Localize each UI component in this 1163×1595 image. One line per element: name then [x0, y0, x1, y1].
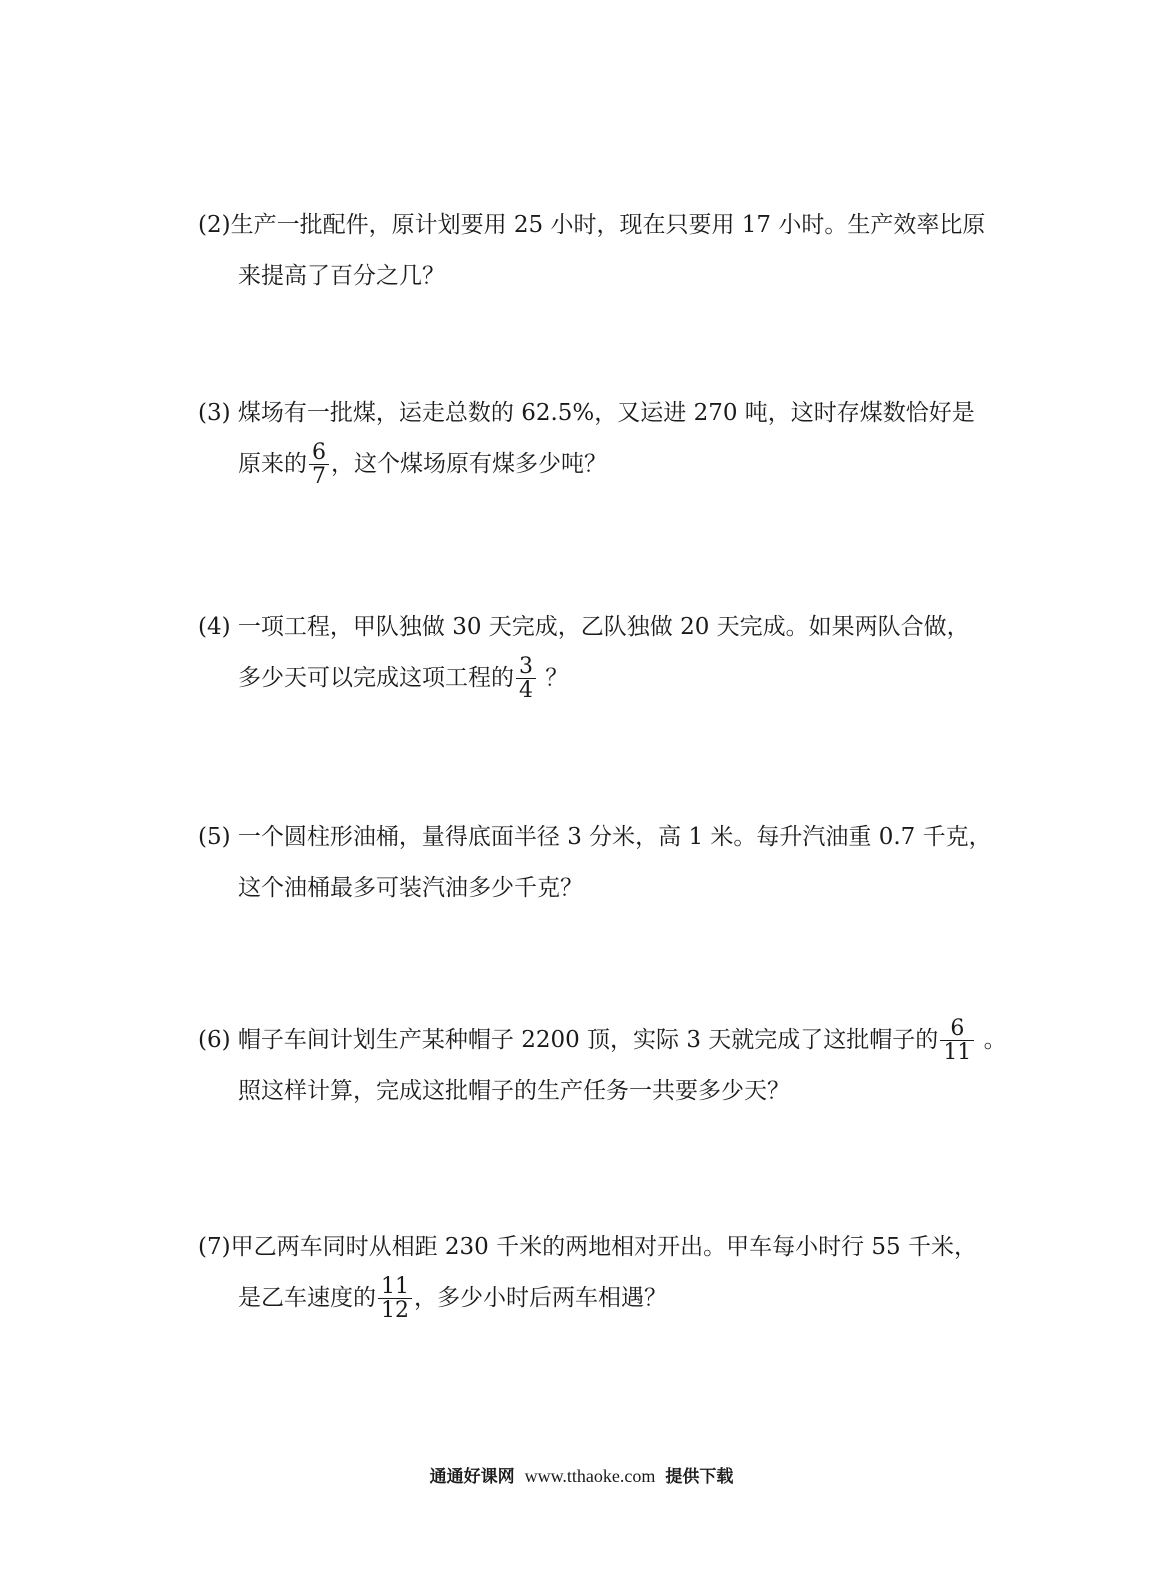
problem-5: [198, 812, 1028, 914]
problem-3-line-1: (3) 煤场有一批煤，运走总数的 62.5%，又运进 270 吨，这时存煤数恰好是: [198, 400, 975, 426]
problem-7: [198, 1222, 1028, 1324]
problem-6: [198, 1015, 1028, 1117]
fraction-6-11: [940, 1017, 974, 1064]
fraction-numerator: 6: [309, 441, 329, 465]
problem-4-line-1: (4) 一项工程，甲队独做 30 天完成，乙队独做 20 天完成。如果两队合做，: [198, 614, 970, 640]
problem-4-line-2: [198, 653, 1028, 704]
problem-3-text-after-fraction: ，这个煤场原有煤多少吨？: [331, 451, 607, 477]
problem-4-text-after-fraction: ？: [538, 665, 569, 691]
page-footer: [0, 1462, 1163, 1487]
fraction-denominator: 4: [519, 677, 533, 703]
fraction-3-4: [516, 655, 536, 702]
problem-2-line-1: (2)生产一批配件，原计划要用 25 小时，现在只要用 17 小时。生产效率比原: [198, 212, 986, 238]
problem-2-line-2: 来提高了百分之几？: [238, 263, 445, 289]
problem-7-text-after-fraction: ，多少小时后两车相遇？: [414, 1285, 667, 1311]
fraction-6-7: [309, 441, 329, 488]
problem-4-text-before-fraction: 多少天可以完成这项工程的: [238, 665, 514, 691]
fraction-numerator: 3: [516, 655, 536, 679]
problem-7-text-before-fraction: 是乙车速度的: [238, 1285, 376, 1311]
fraction-11-12: [378, 1275, 412, 1322]
problem-3: [198, 388, 1028, 490]
problem-7-line-2: [198, 1273, 1028, 1324]
fraction-numerator: 6: [940, 1017, 974, 1041]
problem-4: [198, 602, 1028, 704]
problem-6-text-before-fraction: (6) 帽子车间计划生产某种帽子 2200 顶，实际 3 天就完成了这批帽子的: [198, 1027, 939, 1053]
fraction-denominator: 12: [381, 1297, 409, 1323]
problem-5-line-1: (5) 一个圆柱形油桶，量得底面半径 3 分米，高 1 米。每升汽油重 0.7 千克，: [198, 824, 992, 850]
problem-6-line-2: 照这样计算，完成这批帽子的生产任务一共要多少天？: [238, 1078, 790, 1104]
footer-url-link[interactable]: www.tthaoke.com: [524, 1466, 656, 1486]
fraction-denominator: 11: [943, 1039, 972, 1065]
footer-suffix: 提供下载: [665, 1467, 734, 1487]
footer-site-name: 通通好课网: [429, 1467, 515, 1487]
fraction-denominator: 7: [312, 463, 326, 489]
problem-7-line-1: (7)甲乙两车同时从相距 230 千米的两地相对开出。甲车每小时行 55 千米，: [198, 1234, 977, 1260]
problem-5-line-2: 这个油桶最多可装汽油多少千克？: [238, 875, 583, 901]
fraction-numerator: 11: [378, 1275, 412, 1299]
problem-3-line-2: [198, 439, 1028, 490]
problem-3-text-before-fraction: 原来的: [238, 451, 307, 477]
problem-2: [198, 200, 1028, 302]
problem-6-line-1: [198, 1015, 1028, 1066]
problem-6-text-after-fraction: 。: [976, 1027, 1007, 1053]
